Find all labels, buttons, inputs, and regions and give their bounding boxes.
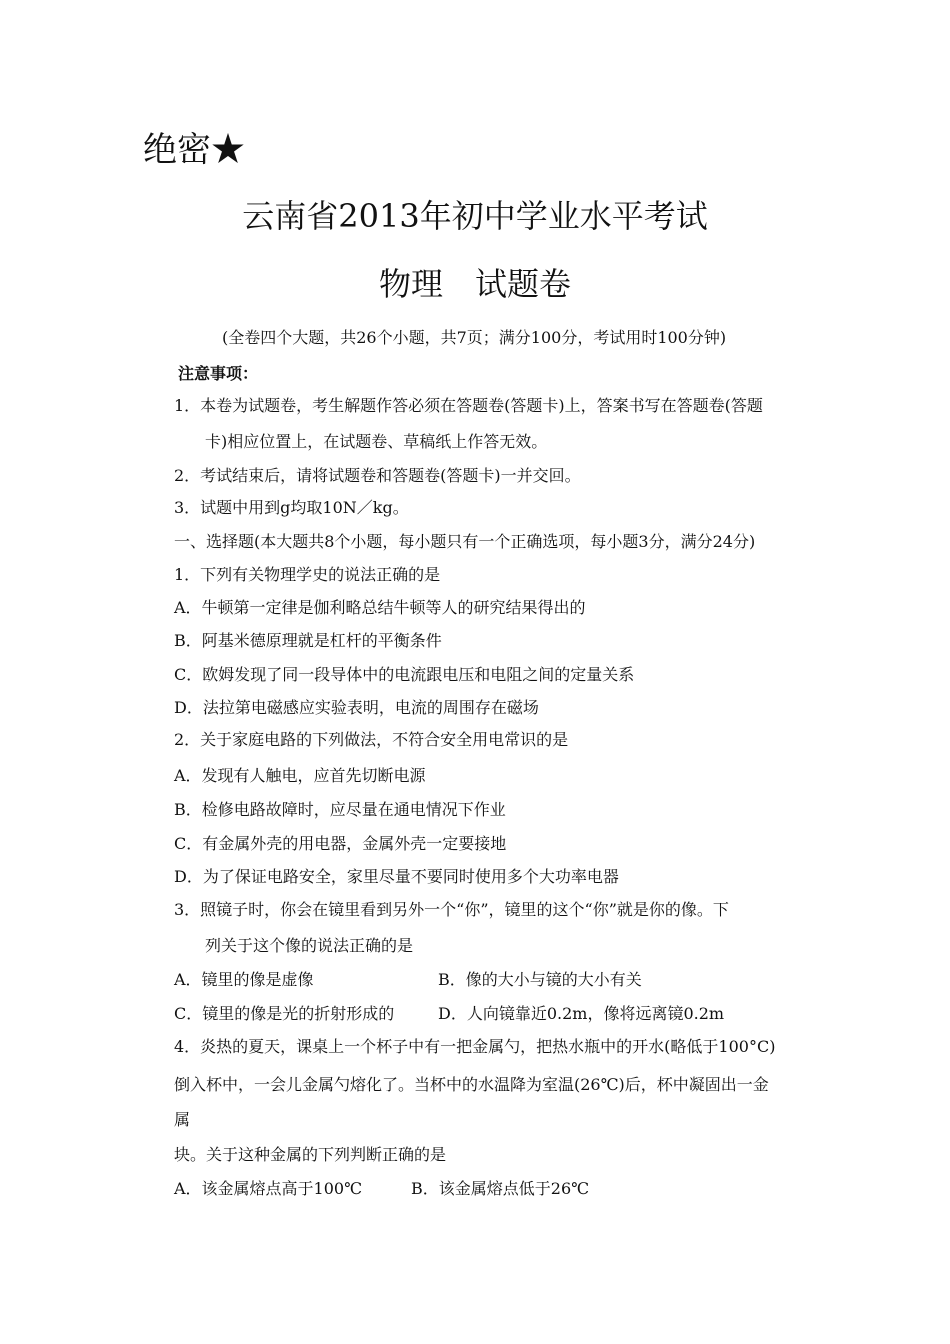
q4-option-a: A．该金属熔点高于100℃ [174, 1179, 362, 1198]
question-4-stem-cont3: 块。关于这种金属的下列判断正确的是 [174, 1145, 447, 1164]
q1-option-a: A．牛顿第一定律是伽利略总结牛顿等人的研究结果得出的 [174, 598, 586, 617]
exam-subtitle: 物理 试题卷 [378, 265, 571, 303]
note-item-1-cont: 卡)相应位置上，在试题卷、草稿纸上作答无效。 [205, 432, 548, 451]
q4-option-b: B．该金属熔点低于26℃ [411, 1179, 590, 1198]
note-item-3: 3．试题中用到g均取10N／kg。 [174, 498, 409, 517]
q1-option-c: C．欧姆发现了同一段导体中的电流跟电压和电阻之间的定量关系 [174, 665, 635, 684]
q3-option-a: A．镜里的像是虚像 [174, 970, 314, 989]
q2-option-c: C．有金属外壳的用电器，金属外壳一定要接地 [174, 834, 507, 853]
question-4-stem-cont2: 属 [174, 1110, 191, 1129]
q3-option-c: C．镜里的像是光的折射形成的 [174, 1004, 395, 1023]
question-1-stem: 1．下列有关物理学史的说法正确的是 [174, 565, 441, 584]
q3-option-b: B．像的大小与镜的大小有关 [438, 970, 642, 989]
q2-option-a: A．发现有人触电，应首先切断电源 [174, 766, 426, 785]
question-4-stem-cont: 倒入杯中，一会儿金属勺熔化了。当杯中的水温降为室温(26℃)后，杯中凝固出一金 [174, 1075, 769, 1094]
note-item-1: 1．本卷为试题卷，考生解题作答必须在答题卷(答题卡)上，答案书写在答题卷(答题 [174, 396, 763, 415]
q2-option-d: D．为了保证电路安全，家里尽量不要同时使用多个大功率电器 [174, 867, 619, 886]
section-heading: 一、选择题(本大题共8个小题，每小题只有一个正确选项，每小题3分，满分24分) [174, 532, 756, 551]
question-3-stem-cont: 列关于这个像的说法正确的是 [205, 936, 414, 955]
q2-option-b: B．检修电路故障时，应尽量在通电情况下作业 [174, 800, 506, 819]
q1-option-b: B．阿基米德原理就是杠杆的平衡条件 [174, 631, 442, 650]
question-4-stem: 4．炎热的夏天，课桌上一个杯子中有一把金属勺，把热水瓶中的开水(略低于100°C) [174, 1037, 776, 1056]
q3-option-d: D．人向镜靠近0.2m，像将远离镜0.2m [438, 1004, 725, 1023]
note-item-2: 2．考试结束后，请将试题卷和答题卷(答题卡)一并交回。 [174, 466, 581, 485]
notes-heading: 注意事项： [178, 364, 259, 383]
exam-info: (全卷四个大题，共26个小题，共7页；满分100分，考试用时100分钟) [222, 328, 727, 347]
question-2-stem: 2．关于家庭电路的下列做法，不符合安全用电常识的是 [174, 730, 569, 749]
q1-option-d: D．法拉第电磁感应实验表明，电流的周围存在磁场 [174, 698, 539, 717]
exam-title: 云南省2013年初中学业水平考试 [242, 197, 708, 235]
secret-mark: 绝密★ [143, 130, 245, 170]
question-3-stem: 3．照镜子时，你会在镜里看到另外一个“你”，镜里的这个“你”就是你的像。下 [174, 900, 729, 919]
